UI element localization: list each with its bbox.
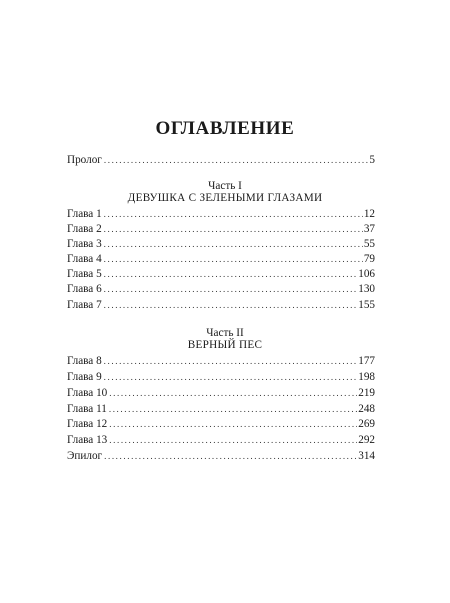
dot-leader bbox=[104, 206, 363, 222]
toc-entry-label: Глава 2 bbox=[67, 223, 102, 235]
toc-entry-page: 269 bbox=[358, 418, 375, 430]
toc-entry-chapter-5 bbox=[67, 266, 375, 282]
dot-leader bbox=[104, 281, 358, 297]
toc-entry-page: 5 bbox=[369, 154, 375, 166]
toc-entry-page: 177 bbox=[358, 355, 375, 367]
dot-leader bbox=[109, 385, 357, 401]
toc-entry-page: 292 bbox=[358, 434, 375, 446]
toc-entry-chapter-2 bbox=[67, 221, 375, 237]
toc-entry-chapter-8 bbox=[67, 353, 375, 369]
toc-entry-label: Глава 9 bbox=[67, 371, 102, 383]
toc-entry-page: 37 bbox=[363, 223, 375, 235]
dot-leader bbox=[109, 416, 357, 432]
toc-entry-chapter-10 bbox=[67, 385, 375, 401]
toc-entry-prologue bbox=[67, 152, 375, 168]
toc-entry-label: Глава 1 bbox=[67, 208, 102, 220]
toc-entry-page: 155 bbox=[358, 299, 375, 311]
toc-entry-page: 248 bbox=[358, 403, 375, 415]
page-title: ОГЛАВЛЕНИЕ bbox=[155, 118, 295, 139]
toc-entry-page: 219 bbox=[358, 387, 375, 399]
toc-entry-page: 55 bbox=[363, 238, 375, 250]
toc-entry-chapter-6 bbox=[67, 281, 375, 297]
dot-leader bbox=[104, 266, 358, 282]
toc-entry-label: Глава 13 bbox=[67, 434, 108, 446]
toc-entry-label: Эпилог bbox=[67, 450, 103, 462]
part-title: ДЕВУШКА С ЗЕЛЕНЫМИ ГЛАЗАМИ bbox=[127, 192, 323, 204]
toc-entry-page: 130 bbox=[358, 283, 375, 295]
part-title: ВЕРНЫЙ ПЕС bbox=[187, 339, 263, 351]
dot-leader bbox=[104, 251, 363, 267]
dot-leader bbox=[104, 297, 358, 313]
toc-entry-chapter-7 bbox=[67, 297, 375, 313]
toc-entry-page: 106 bbox=[358, 268, 375, 280]
dot-leader bbox=[104, 448, 357, 464]
dot-leader bbox=[104, 369, 358, 385]
toc-entry-chapter-13 bbox=[67, 432, 375, 448]
toc-entry-epilogue bbox=[67, 448, 375, 464]
toc-entry-chapter-11 bbox=[67, 401, 375, 417]
toc-entry-label: Глава 12 bbox=[67, 418, 108, 430]
toc-entry-chapter-4 bbox=[67, 251, 375, 267]
toc-entry-chapter-9 bbox=[67, 369, 375, 385]
toc-entry-label: Глава 4 bbox=[67, 253, 102, 265]
dot-leader bbox=[104, 152, 369, 168]
toc-entry-page: 12 bbox=[363, 208, 375, 220]
dot-leader bbox=[104, 236, 363, 252]
part-label: Часть II bbox=[206, 327, 244, 339]
dot-leader bbox=[109, 432, 357, 448]
toc-entry-label: Глава 11 bbox=[67, 403, 107, 415]
dot-leader bbox=[104, 221, 363, 237]
toc-entry-label: Глава 7 bbox=[67, 299, 102, 311]
toc-entry-label: Глава 10 bbox=[67, 387, 108, 399]
part-label: Часть I bbox=[208, 180, 242, 192]
toc-entry-label: Глава 5 bbox=[67, 268, 102, 280]
dot-leader bbox=[104, 353, 358, 369]
toc-entry-label: Пролог bbox=[67, 154, 102, 166]
toc-entry-page: 198 bbox=[358, 371, 375, 383]
toc-entry-page: 79 bbox=[363, 253, 375, 265]
toc-entry-chapter-1 bbox=[67, 206, 375, 222]
toc-entry-label: Глава 8 bbox=[67, 355, 102, 367]
dot-leader bbox=[109, 401, 357, 417]
toc-entry-label: Глава 3 bbox=[67, 238, 102, 250]
toc-entry-page: 314 bbox=[358, 450, 375, 462]
toc-entry-label: Глава 6 bbox=[67, 283, 102, 295]
toc-entry-chapter-3 bbox=[67, 236, 375, 252]
toc-entry-chapter-12 bbox=[67, 416, 375, 432]
